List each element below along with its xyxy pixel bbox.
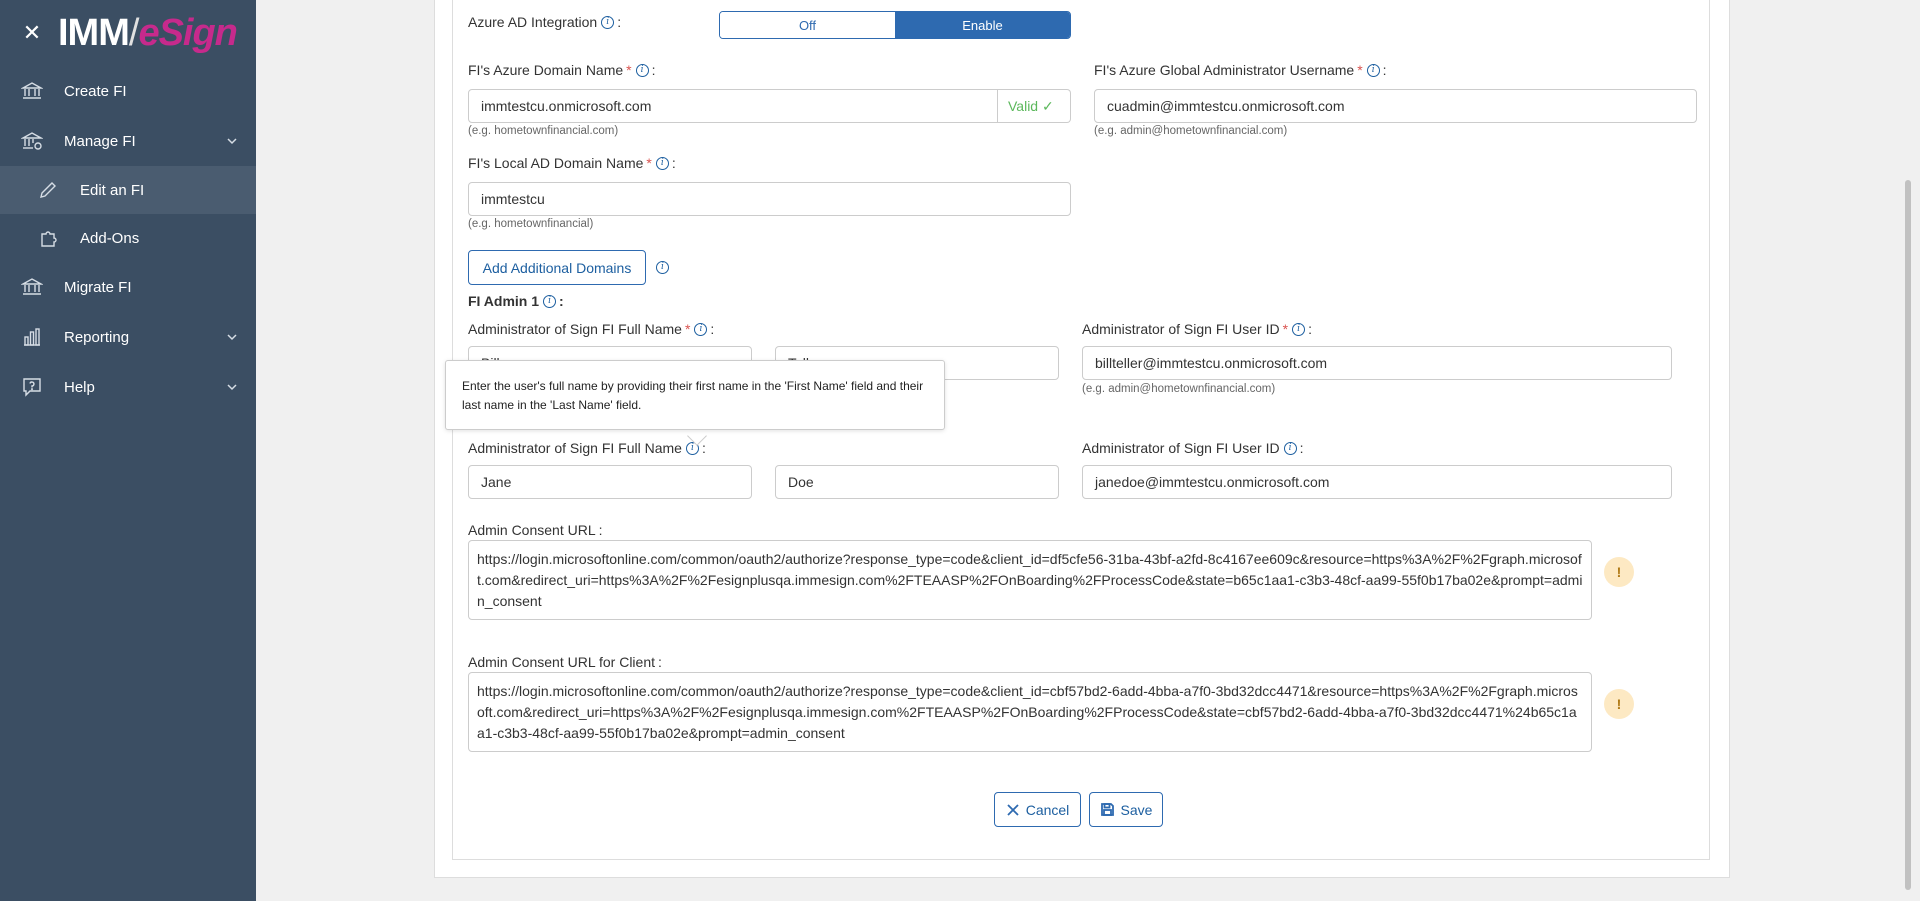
azure-ad-label: Azure AD Integration i : (468, 14, 622, 30)
pencil-icon (36, 178, 60, 202)
admin2-first-name-input[interactable]: Jane (468, 465, 752, 499)
local-ad-input[interactable]: immtestcu (468, 182, 1071, 216)
sidebar-item-label: Edit an FI (80, 181, 145, 199)
warning-icon[interactable]: ! (1604, 557, 1634, 587)
info-icon[interactable]: i (656, 157, 669, 170)
chevron-down-icon[interactable] (226, 134, 238, 151)
save-button[interactable]: Save (1089, 792, 1163, 827)
admin-consent-url-textarea[interactable]: https://login.microsoftonline.com/common/oauth2/authorize?response_type=code&client_id=df5cfe56-31ba-43bf-a2fd-8c4167ee609c&resource=https%3A%2F%2Fgraph.microsoft.com&redirect_uri=https%3A%2F%2Fesignplusqa.immesign.com%2FTEAASP%2FOnBoarding%2FProcessCode&state=b65c1aa1-c3b3-48cf-aa99-55f0b17ba02e&prompt=admin_consent (468, 540, 1592, 620)
admin1-full-name-label: Administrator of Sign FI Full Name * i : (468, 321, 715, 337)
sidebar-item-help[interactable] (0, 362, 256, 412)
info-icon[interactable]: i (686, 442, 699, 455)
admin1-user-id-input[interactable]: billteller@immtestcu.onmicrosoft.com (1082, 346, 1672, 380)
full-name-tooltip: Enter the user's full name by providing their first name in the 'First Name' field and their last name in the 'Last Name' field. (445, 360, 945, 430)
puzzle-icon (36, 226, 60, 250)
sidebar-item-create-fi[interactable] (0, 66, 256, 116)
azure-ad-toggle[interactable] (719, 11, 1071, 39)
valid-badge: Valid ✓ (998, 89, 1071, 123)
add-additional-domains-button[interactable]: Add Additional Domains (468, 250, 646, 285)
sidebar-header (0, 0, 256, 66)
admin2-full-name-label: Administrator of Sign FI Full Name i : (468, 440, 706, 456)
migrate-icon (20, 275, 44, 299)
sidebar-item-label: Reporting (64, 328, 130, 346)
fi-admin-1-heading: FI Admin 1 i : (468, 293, 564, 309)
admin2-last-name-input[interactable]: Doe (775, 465, 1059, 499)
sidebar-item-migrate-fi[interactable] (0, 262, 256, 312)
admin-consent-url-client-label: Admin Consent URL for Client : (468, 654, 662, 670)
info-icon[interactable]: i (694, 323, 707, 336)
toggle-enable-button[interactable]: Enable (895, 12, 1070, 38)
info-icon[interactable]: i (636, 64, 649, 77)
azure-domain-label: FI's Azure Domain Name * i : (468, 62, 656, 78)
admin1-user-id-label: Administrator of Sign FI User ID * i : (1082, 321, 1312, 337)
admin-consent-url-client-textarea[interactable]: https://login.microsoftonline.com/common/oauth2/authorize?response_type=code&client_id=cbf57bd2-6add-4bba-a7f0-3bd32dcc4471&resource=https%3A%2F%2Fgraph.microsoft.com&redirect_uri=https%3A%2F%2Fesignplusqa.immesign.com%2FTEAASP%2FOnBoarding%2FProcessCode&state=cbf57bd2-6add-4bba-a7f0-3bd32dcc4471%24b65c1aa1-c3b3-48cf-aa99-55f0b17ba02e&prompt=admin_consent (468, 672, 1592, 752)
info-icon[interactable]: i (656, 261, 669, 274)
logo: IMM/eSign (58, 12, 237, 54)
chevron-down-icon[interactable] (226, 330, 238, 347)
info-icon[interactable]: i (601, 16, 614, 29)
warning-icon[interactable]: ! (1604, 689, 1634, 719)
azure-admin-hint: (e.g. admin@hometownfinancial.com) (1094, 125, 1288, 137)
admin-consent-url-label: Admin Consent URL : (468, 522, 603, 538)
sidebar-item-label: Migrate FI (64, 278, 132, 296)
sidebar-item-label: Add-Ons (80, 229, 140, 247)
bank-icon (20, 79, 44, 103)
info-icon[interactable]: i (1292, 323, 1305, 336)
sidebar-item-label: Create FI (64, 82, 127, 100)
info-icon[interactable]: i (1367, 64, 1380, 77)
floppy-disk-icon (1100, 802, 1115, 817)
x-icon (1006, 803, 1020, 817)
sidebar-item-label: Manage FI (64, 132, 136, 150)
sidebar-item-edit-an-fi[interactable] (0, 166, 256, 214)
local-ad-label: FI's Local AD Domain Name * i : (468, 155, 676, 171)
sidebar-item-manage-fi[interactable] (0, 116, 256, 166)
scrollbar[interactable] (1904, 0, 1912, 901)
cancel-button[interactable]: Cancel (994, 792, 1081, 827)
chevron-down-icon[interactable] (226, 380, 238, 397)
azure-admin-label: FI's Azure Global Administrator Username * i : (1094, 62, 1387, 78)
info-icon[interactable]: i (543, 295, 556, 308)
info-icon[interactable]: i (1284, 442, 1297, 455)
sidebar-item-reporting[interactable] (0, 312, 256, 362)
admin2-user-id-input[interactable]: janedoe@immtestcu.onmicrosoft.com (1082, 465, 1672, 499)
close-icon[interactable]: ✕ (22, 20, 42, 45)
azure-admin-input[interactable]: cuadmin@immtestcu.onmicrosoft.com (1094, 89, 1697, 123)
sidebar (0, 0, 256, 901)
admin2-user-id-label: Administrator of Sign FI User ID i : (1082, 440, 1304, 456)
help-icon (20, 375, 44, 399)
bar-chart-icon (20, 325, 44, 349)
admin1-user-id-hint: (e.g. admin@hometownfinancial.com) (1082, 383, 1276, 395)
bank-gear-icon (20, 129, 44, 153)
main-content (256, 0, 1912, 901)
toggle-off-button[interactable]: Off (720, 12, 895, 38)
sidebar-item-label: Help (64, 378, 95, 396)
scrollbar-thumb[interactable] (1905, 180, 1911, 890)
azure-domain-hint: (e.g. hometownfinancial.com) (468, 125, 619, 137)
sidebar-item-add-ons[interactable] (0, 214, 256, 262)
local-ad-hint: (e.g. hometownfinancial) (468, 218, 594, 230)
azure-domain-input[interactable]: immtestcu.onmicrosoft.com (468, 89, 998, 123)
